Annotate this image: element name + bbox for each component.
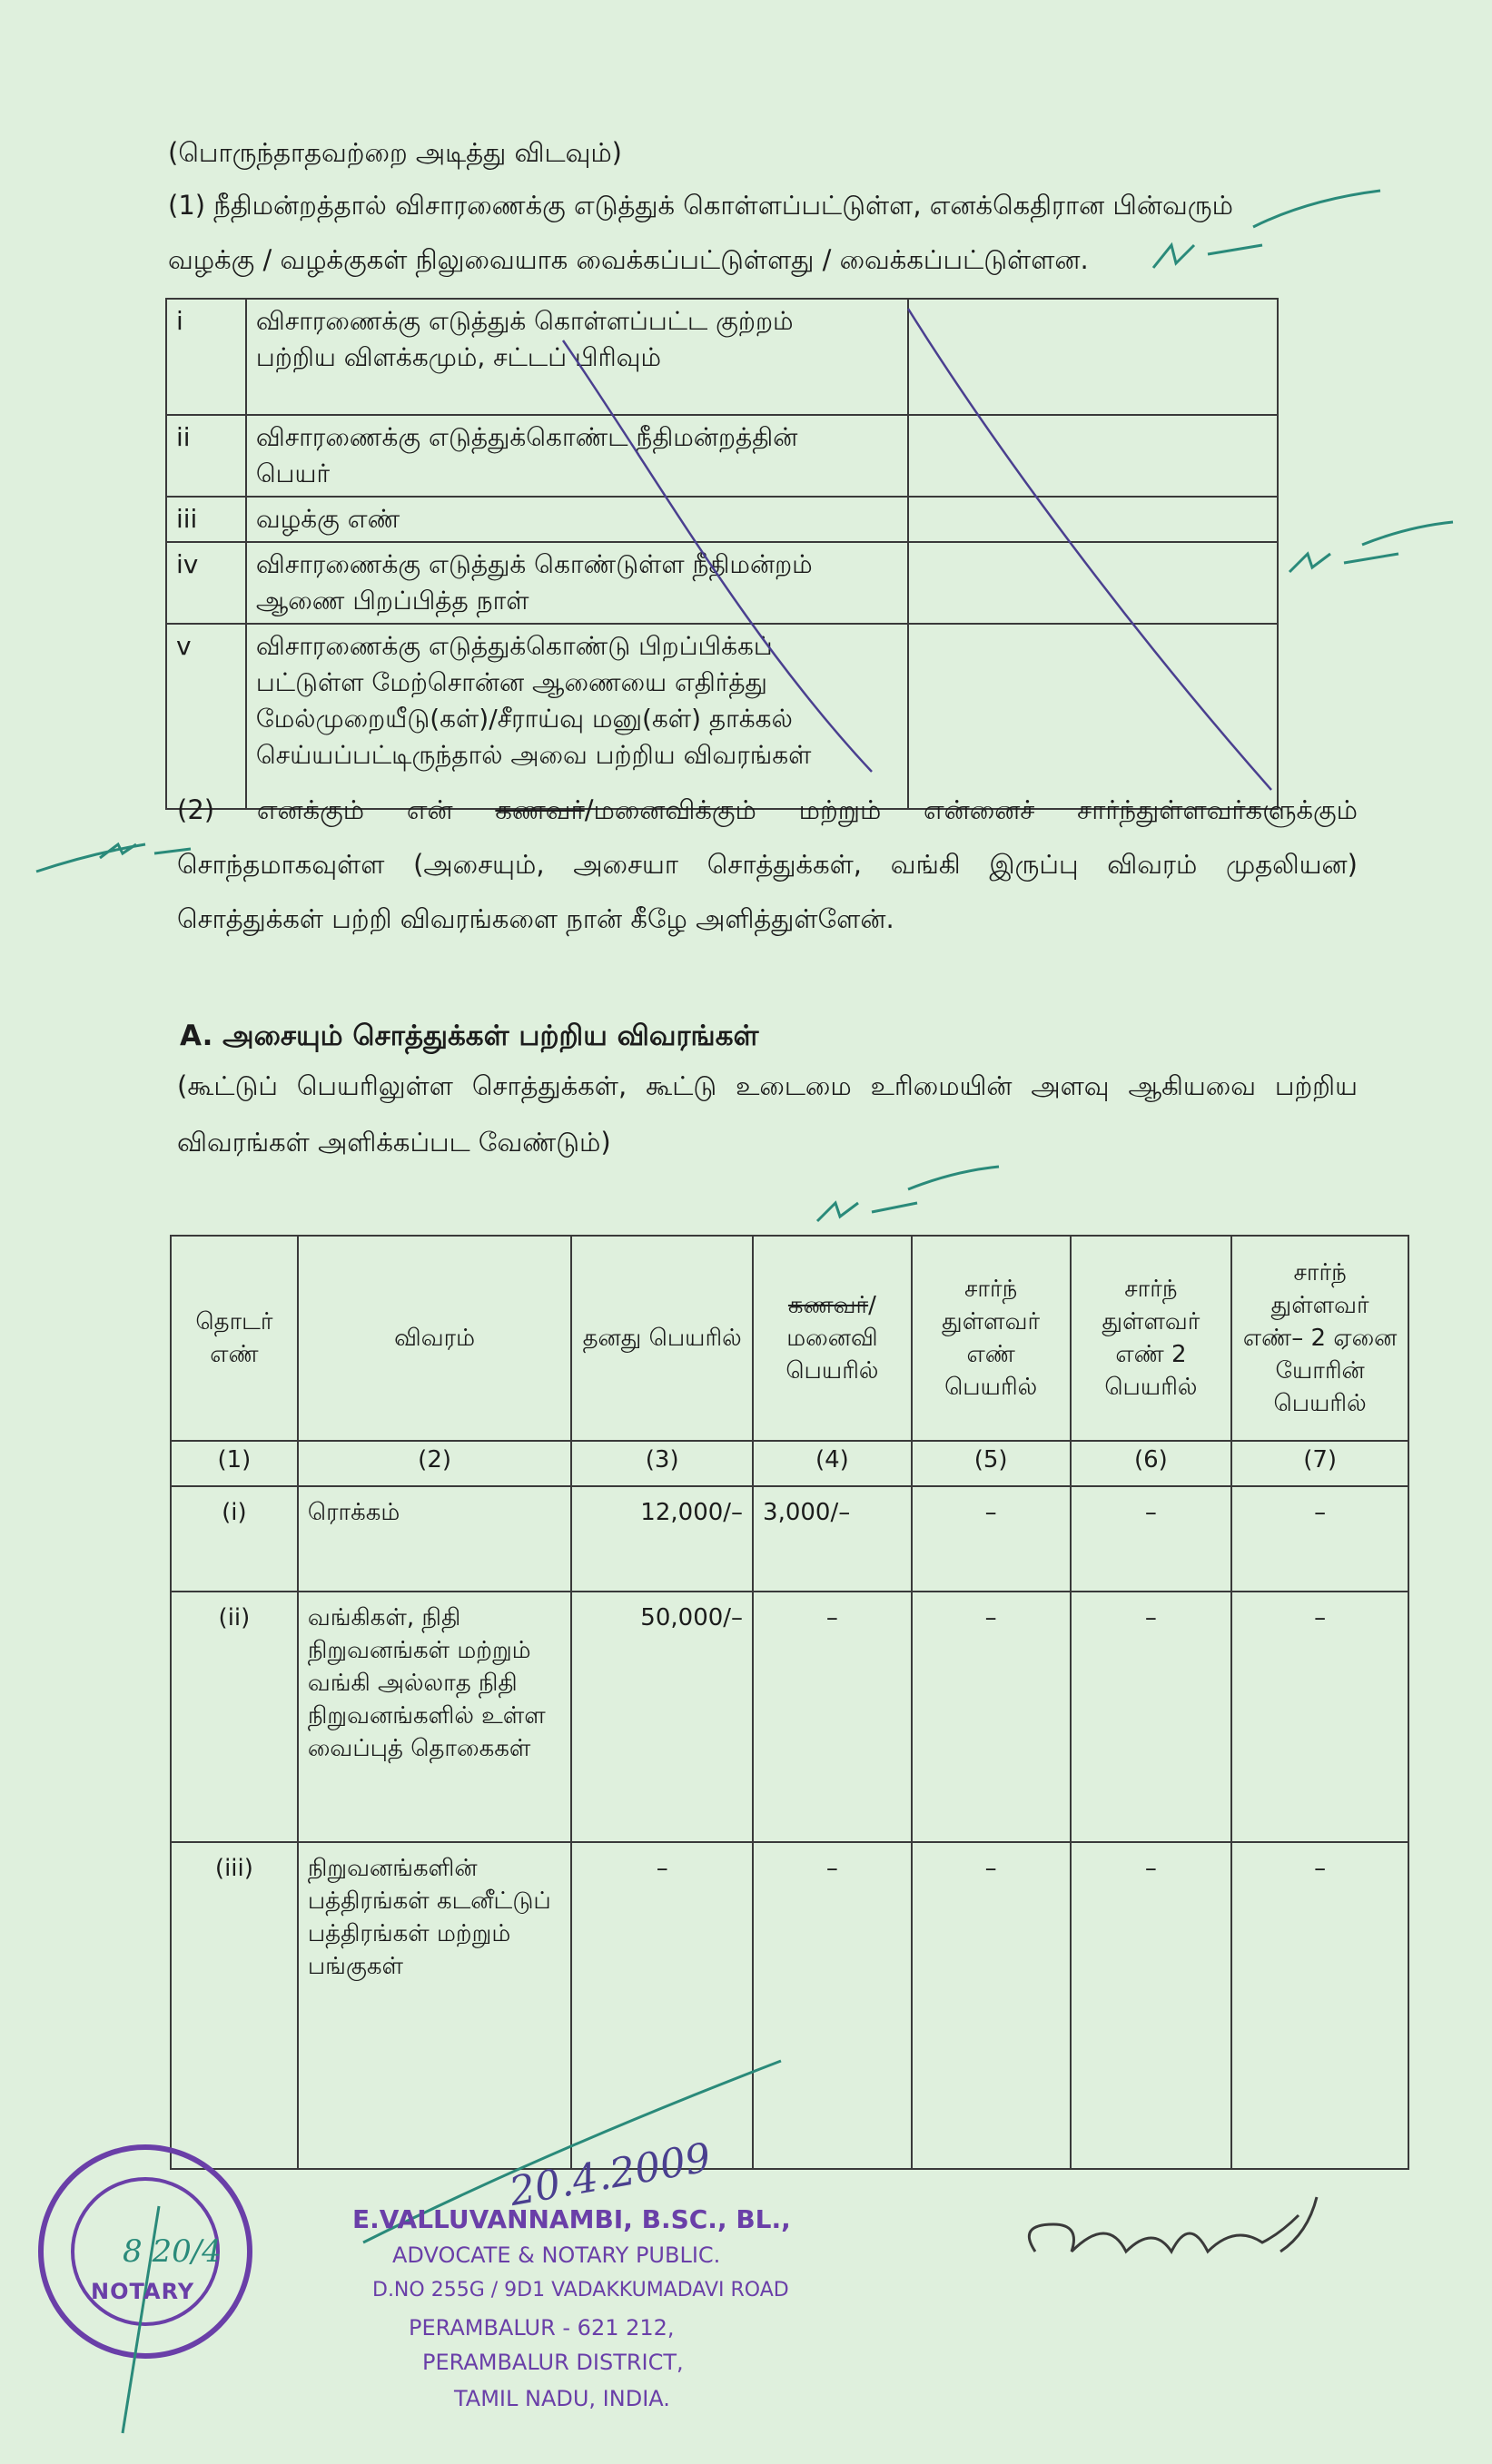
cell-dep1: – xyxy=(912,1592,1071,1842)
cell-own: – xyxy=(571,1842,753,2169)
row-number: iii xyxy=(166,497,246,542)
struck-word: கணவர் xyxy=(495,794,585,825)
table-row xyxy=(171,1592,1408,1842)
row-number: iv xyxy=(166,542,246,624)
para1-line2: வழக்கு / வழக்குகள் நிலுவையாக வைக்கப்பட்டுள்ளது / வைக்கப்பட்டுள்ளன. xyxy=(168,244,1089,275)
seal-center-text: NOTARY xyxy=(91,2279,195,2304)
section-a-heading: A. அசையும் சொத்துக்கள் பற்றிய விவரங்கள் xyxy=(180,1020,759,1052)
header-dependent-others: சார்ந் துள்ளவர் எண்– 2 ஏனை யோரின் பெயரில் xyxy=(1231,1236,1408,1441)
header-spouse-name xyxy=(753,1236,912,1441)
table-row xyxy=(171,1486,1408,1592)
cell-dep1: – xyxy=(912,1486,1071,1592)
stamp-line2: ADVOCATE & NOTARY PUBLIC. xyxy=(392,2242,721,2268)
struck-word: கணவர் xyxy=(787,1292,869,1319)
cell-dep1: – xyxy=(912,1842,1071,2169)
stamp-line3: D.NO 255G / 9D1 VADAKKUMADAVI ROAD xyxy=(372,2279,789,2301)
row-label-line: விசாரணைக்கு எடுத்துக் கொண்டுள்ள நீதிமன்றம் xyxy=(255,549,813,579)
case-details-table xyxy=(165,298,1279,810)
table-row xyxy=(166,299,1278,415)
header-dependent-1: சார்ந் துள்ளவர் எண் பெயரில் xyxy=(912,1236,1071,1441)
stamp-line4: PERAMBALUR - 621 212, xyxy=(409,2315,675,2341)
stamp-line5: PERAMBALUR DISTRICT, xyxy=(422,2350,684,2375)
cell-dep-others: – xyxy=(1231,1486,1408,1592)
column-number-row xyxy=(171,1441,1408,1486)
col-number: (3) xyxy=(571,1441,753,1486)
applicant-signature xyxy=(1029,2197,1317,2252)
row-label-line: வழக்கு எண் xyxy=(255,504,400,534)
col-number: (4) xyxy=(753,1441,912,1486)
para2-line2: சொந்தமாகவுள்ள (அசையும், அசையா சொத்துக்கள், வங்கி இருப்பு விவரம் முதலியன) xyxy=(177,849,1358,880)
row-serial: (i) xyxy=(171,1486,298,1592)
cell-spouse: – xyxy=(753,1592,912,1842)
cell-spouse: 3,000/– xyxy=(753,1486,912,1592)
col-number: (1) xyxy=(171,1441,298,1486)
row-number: ii xyxy=(166,415,246,497)
row-description: ரொக்கம் xyxy=(298,1486,572,1592)
instruction-note: (பொருந்தாதவற்றை அடித்து விடவும்) xyxy=(168,137,622,168)
row-description: வங்கிகள், நிதி நிறுவனங்கள் மற்றும் வங்கி அல்லாத நிதி நிறுவனங்களில் உள்ள வைப்புத் தொகைகள் xyxy=(298,1592,572,1842)
row-label-line: செய்யப்பட்டிருந்தால் அவை பற்றிய விவரங்கள் xyxy=(255,740,812,770)
handwritten-date: 20.4.2009 xyxy=(506,2134,715,2216)
para2-text: (2) எனக்கும் என் xyxy=(177,794,453,825)
cell-dep2: – xyxy=(1071,1842,1232,2169)
section-a-note-line1: (கூட்டுப் பெயரிலுள்ள சொத்துக்கள், கூட்டு உடைமை உரிமையின் அளவு ஆகியவை பற்றிய xyxy=(177,1070,1358,1101)
stamp-line1: E.VALLUVANNAMBI, B.SC., BL., xyxy=(352,2204,791,2234)
row-label-line: பெயர் xyxy=(255,458,331,488)
table-row xyxy=(166,542,1278,624)
table-row xyxy=(166,415,1278,497)
header-serial: தொடர் எண் xyxy=(171,1236,298,1441)
movable-assets-table xyxy=(170,1235,1409,2170)
row-label-line: பட்டுள்ள மேற்சொன்ன ஆணையை எதிர்த்து xyxy=(255,667,767,697)
cell-own: 50,000/– xyxy=(571,1592,753,1842)
table-row xyxy=(166,624,1278,809)
cell-spouse: – xyxy=(753,1842,912,2169)
table-row xyxy=(171,1842,1408,2169)
para1-line1: (1) நீதிமன்றத்தால் விசாரணைக்கு எடுத்துக் கொள்ளப்பட்டுள்ள, எனக்கெதிரான பின்வரும் xyxy=(168,190,1233,221)
row-label xyxy=(246,497,908,542)
row-label-line: மேல்முறையீடு(கள்)/சீராய்வு மனு(கள்) தாக்கல் xyxy=(255,704,793,734)
row-label-line: பற்றிய விளக்கமும், சட்டப் பிரிவும் xyxy=(255,342,661,372)
row-number: v xyxy=(166,624,246,809)
row-value xyxy=(908,542,1278,624)
table-header-row xyxy=(171,1236,1408,1441)
row-label xyxy=(246,542,908,624)
section-a-note-line2: விவரங்கள் அளிக்கப்பட வேண்டும்) xyxy=(177,1127,611,1158)
cell-dep2: – xyxy=(1071,1592,1232,1842)
row-serial: (iii) xyxy=(171,1842,298,2169)
initial-mark xyxy=(817,1167,999,1221)
row-label-line: ஆணை பிறப்பித்த நாள் xyxy=(255,586,529,616)
cell-dep2: – xyxy=(1071,1486,1232,1592)
seal-handwritten-note: 8 20/4 xyxy=(123,2233,222,2270)
row-label-line: விசாரணைக்கு எடுத்துக்கொண்டு பிறப்பிக்கப் xyxy=(255,631,773,661)
para2-text: /மனைவிக்கும் மற்றும் என்னைச் சார்ந்துள்ளவர்களுக்கும் xyxy=(584,794,1358,825)
row-value xyxy=(908,299,1278,415)
col-number: (7) xyxy=(1231,1441,1408,1486)
row-value xyxy=(908,624,1278,809)
header-own-name: தனது பெயரில் xyxy=(571,1236,753,1441)
header-description: விவரம் xyxy=(298,1236,572,1441)
initial-mark xyxy=(36,844,191,872)
header-dependent-2: சார்ந் துள்ளவர் எண் 2 பெயரில் xyxy=(1071,1236,1232,1441)
cell-dep-others: – xyxy=(1231,1842,1408,2169)
row-label-line: விசாரணைக்கு எடுத்துக் கொள்ளப்பட்ட குற்றம் xyxy=(255,306,794,336)
row-label-line: விசாரணைக்கு எடுத்துக்கொண்ட நீதிமன்றத்தின் xyxy=(255,422,798,452)
row-label xyxy=(246,415,908,497)
row-label xyxy=(246,299,908,415)
row-value xyxy=(908,497,1278,542)
para2-line3: சொத்துக்கள் பற்றி விவரங்களை நான் கீழே அளித்துள்ளேன். xyxy=(177,903,894,934)
table-row xyxy=(166,497,1278,542)
col-number: (6) xyxy=(1071,1441,1232,1486)
header-text: / மனைவி பெயரில் xyxy=(786,1292,879,1385)
para2-line1 xyxy=(177,792,1358,828)
col-number: (5) xyxy=(912,1441,1071,1486)
row-label xyxy=(246,624,908,809)
row-value xyxy=(908,415,1278,497)
col-number: (2) xyxy=(298,1441,572,1486)
row-number: i xyxy=(166,299,246,415)
initial-mark xyxy=(1289,522,1453,572)
row-description: நிறுவனங்களின் பத்திரங்கள் கடனீட்டுப் பத்திரங்கள் மற்றும் பங்குகள் xyxy=(298,1842,572,2169)
cell-dep-others: – xyxy=(1231,1592,1408,1842)
cell-own: 12,000/– xyxy=(571,1486,753,1592)
row-serial: (ii) xyxy=(171,1592,298,1842)
stamp-line6: TAMIL NADU, INDIA. xyxy=(454,2386,670,2411)
